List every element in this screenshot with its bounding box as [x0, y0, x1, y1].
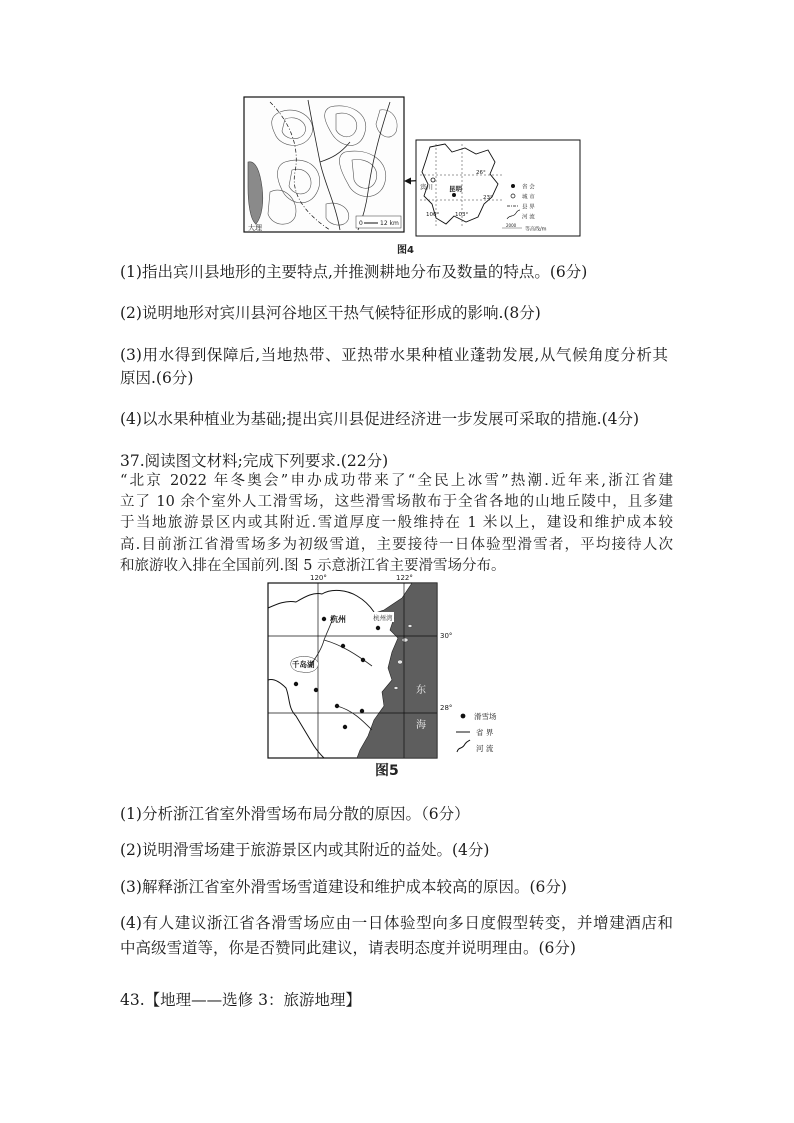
provincial-capital-dot-icon	[511, 184, 515, 188]
kunming-label: 昆明	[449, 185, 462, 193]
city-ring-icon	[511, 194, 515, 198]
legend-label: 等高线/m	[525, 226, 547, 233]
question-b3: (3)解释浙江省室外滑雪场雪道建设和维护成本较高的原因。(6分)	[120, 878, 567, 896]
legend-label: 省 会	[522, 184, 535, 191]
figure5-map	[262, 570, 542, 780]
section37-heading: 37.阅读图文材料;完成下列要求.(22分)	[120, 452, 389, 470]
section43-heading: 43.【地理——选修 3：旅游地理】	[120, 991, 361, 1009]
lon-103-label: 103°	[455, 212, 469, 218]
ski-resort-dot	[376, 626, 380, 630]
question-a2: (2)说明地形对宾川县河谷地区干热气候特征形成的影响.(8分)	[120, 304, 541, 322]
legend-label: 县 界	[522, 204, 535, 211]
legend-label: 河 流	[476, 744, 494, 753]
legend-label: 省 界	[476, 728, 494, 737]
ski-resort-dot	[341, 644, 345, 648]
qiandao-lake-label: 千岛湖	[292, 660, 315, 669]
hangzhou-label: 杭州	[330, 615, 346, 624]
question-b1: (1)分析浙江省室外滑雪场布局分散的原因。（6分）	[120, 805, 470, 823]
material-line: 和旅游收入排在全国前列.图 5 示意浙江省主要滑雪场分布。	[120, 558, 506, 574]
lat-23-label: 23°	[483, 195, 493, 201]
figure4-map	[240, 92, 585, 242]
ski-resort-dot	[314, 688, 318, 692]
river-line-icon	[457, 740, 470, 752]
material-line: 于当地旅游景区内或其附近.雪道厚度一般维持在 1 米以上，建设和维护成本较	[120, 515, 673, 531]
scale-label: 12 km	[380, 220, 399, 227]
ski-resort-dot-icon	[461, 714, 466, 719]
lat-26-label: 26°	[476, 170, 486, 176]
lat-28-label: 28°	[440, 704, 453, 712]
lon-100-label: 100°	[426, 212, 440, 218]
ski-resort-dot	[361, 658, 365, 662]
figure5-caption: 图5	[375, 763, 399, 779]
question-b2: (2)说明滑雪场建于旅游景区内或其附近的益处。(4分)	[120, 841, 490, 859]
scale-zero-label: 0	[359, 220, 363, 227]
material-line: “北京 2022 年冬奥会”申办成功带来了“全民上冰雪”热潮.近年来,浙江省建	[120, 473, 673, 489]
material-line: 高.目前浙江省滑雪场多为初级雪道，主要接待一日体验型滑雪者，平均接待人次	[120, 537, 673, 553]
figure4-caption: 图4	[397, 245, 414, 256]
kunming-capital-marker	[452, 193, 456, 197]
dali-label: 大理	[248, 224, 262, 232]
question-a1: (1)指出宾川县地形的主要特点,并推测耕地分布及数量的特点。(6分)	[120, 263, 588, 281]
question-b4-line2: 中高级雪道等，你是否赞同此建议，请表明态度并说明理由。(6分)	[120, 939, 576, 957]
material-line: 立了 10 余个室外人工滑雪场，这些滑雪场散布于全省各地的山地丘陵中，且多建	[120, 494, 673, 510]
question-a3-line2: 原因.(6分)	[120, 369, 194, 387]
hangzhou-bay-label: 杭州湾	[373, 614, 393, 622]
legend-label: 城 市	[522, 194, 535, 201]
ski-resort-dot	[322, 617, 326, 621]
east-sea-label-2: 海	[416, 720, 426, 731]
contour-sample-value: 2000	[506, 223, 517, 228]
question-a4: (4)以水果种植业为基础;提出宾川县促进经济进一步发展可采取的措施.(4分)	[120, 410, 640, 428]
bin-chuan-city-marker	[431, 178, 435, 182]
question-b4-line1: (4)有人建议浙江省各滑雪场应由一日体验型向多日度假型转变，并增建酒店和	[120, 914, 673, 932]
lon-122-label: 122°	[396, 574, 413, 582]
ski-resort-dot	[335, 704, 339, 708]
bin-chuan-label: 宾川	[420, 183, 433, 191]
ski-resort-dot	[343, 725, 347, 729]
locator-arrow-head	[404, 178, 411, 185]
lat-30-label: 30°	[440, 632, 453, 640]
lon-120-label: 120°	[310, 574, 327, 582]
legend-label: 滑雪场	[474, 712, 497, 721]
ski-resort-dot	[294, 682, 298, 686]
legend-label: 河 流	[522, 214, 535, 221]
question-a3-line1: (3)用水得到保障后,当地热带、亚热带水果种植业蓬勃发展,从气候角度分析其	[120, 346, 668, 364]
east-sea-label-1: 东	[416, 685, 426, 696]
ski-resort-dot	[360, 709, 364, 713]
